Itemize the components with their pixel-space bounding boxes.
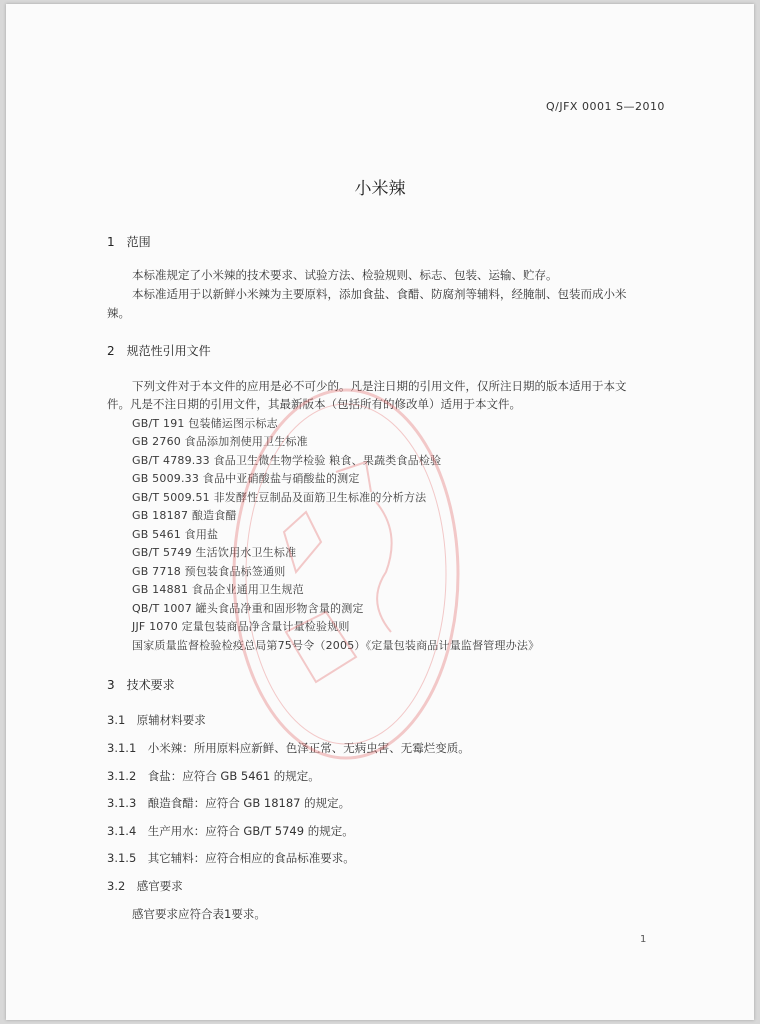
clause-item: 3.1.5 其它辅料：应符合相应的食品标准要求。 (107, 851, 355, 865)
section-2-heading: 2 规范性引用文件 (107, 344, 211, 358)
clause-item: 3.1.1 小米辣：所用原料应新鲜、色泽正常、无病虫害、无霉烂变质。 (107, 741, 470, 755)
document-title: 小米辣 (354, 179, 406, 199)
subsection-3-2-heading: 3.2 感官要求 (107, 879, 183, 893)
clause-item: 3.1.2 食盐：应符合 GB 5461 的规定。 (107, 769, 320, 783)
document-page (6, 4, 754, 1020)
section-1-paragraph-2-line-1: 本标准适用于以新鲜小米辣为主要原料，添加食盐、食醋、防腐剂等辅料，经腌制、包装而成小米 (132, 287, 627, 301)
page-number: 1 (640, 934, 647, 945)
reference-item: 国家质量监督检验检疫总局第75号令（2005）《定量包装商品计量监督管理办法》 (132, 639, 540, 652)
reference-item: GB 7718 预包装食品标签通则 (132, 565, 286, 578)
subsection-3-2-text: 感官要求应符合表1要求。 (132, 907, 266, 921)
reference-item: GB 5009.33 食品中亚硝酸盐与硝酸盐的测定 (132, 472, 360, 485)
section-3-heading: 3 技术要求 (107, 678, 175, 692)
reference-item: QB/T 1007 罐头食品净重和固形物含量的测定 (132, 602, 364, 615)
reference-item: GB 14881 食品企业通用卫生规范 (132, 583, 304, 596)
reference-item: GB 18187 酿造食醋 (132, 509, 237, 522)
clause-item: 3.1.3 酿造食醋：应符合 GB 18187 的规定。 (107, 796, 351, 810)
document-code: Q/JFX 0001 S—2010 (546, 100, 665, 113)
reference-item: JJF 1070 定量包装商品净含量计量检验规则 (132, 620, 350, 633)
reference-item: GB 5461 食用盐 (132, 528, 219, 541)
reference-item: GB/T 4789.33 食品卫生微生物学检验 粮食、果蔬类食品检验 (132, 454, 442, 467)
section-2-intro-line-1: 下列文件对于本文件的应用是必不可少的。凡是注日期的引用文件，仅所注日期的版本适用于本文 (132, 379, 627, 393)
section-1-heading: 1 范围 (107, 235, 151, 249)
subsection-3-1-heading: 3.1 原辅材料要求 (107, 713, 206, 727)
reference-item: GB/T 5009.51 非发酵性豆制品及面筋卫生标准的分析方法 (132, 491, 427, 504)
section-1-paragraph-2-line-2: 辣。 (107, 306, 130, 320)
clause-item: 3.1.4 生产用水：应符合 GB/T 5749 的规定。 (107, 824, 354, 838)
section-2-intro-line-2: 件。凡是不注日期的引用文件，其最新版本（包括所有的修改单）适用于本文件。 (107, 397, 521, 411)
reference-item: GB/T 191 包装储运图示标志 (132, 417, 278, 430)
reference-item: GB/T 5749 生活饮用水卫生标准 (132, 546, 297, 559)
reference-item: GB 2760 食品添加剂使用卫生标准 (132, 435, 308, 448)
section-1-paragraph-1: 本标准规定了小米辣的技术要求、试验方法、检验规则、标志、包装、运输、贮存。 (132, 268, 558, 282)
